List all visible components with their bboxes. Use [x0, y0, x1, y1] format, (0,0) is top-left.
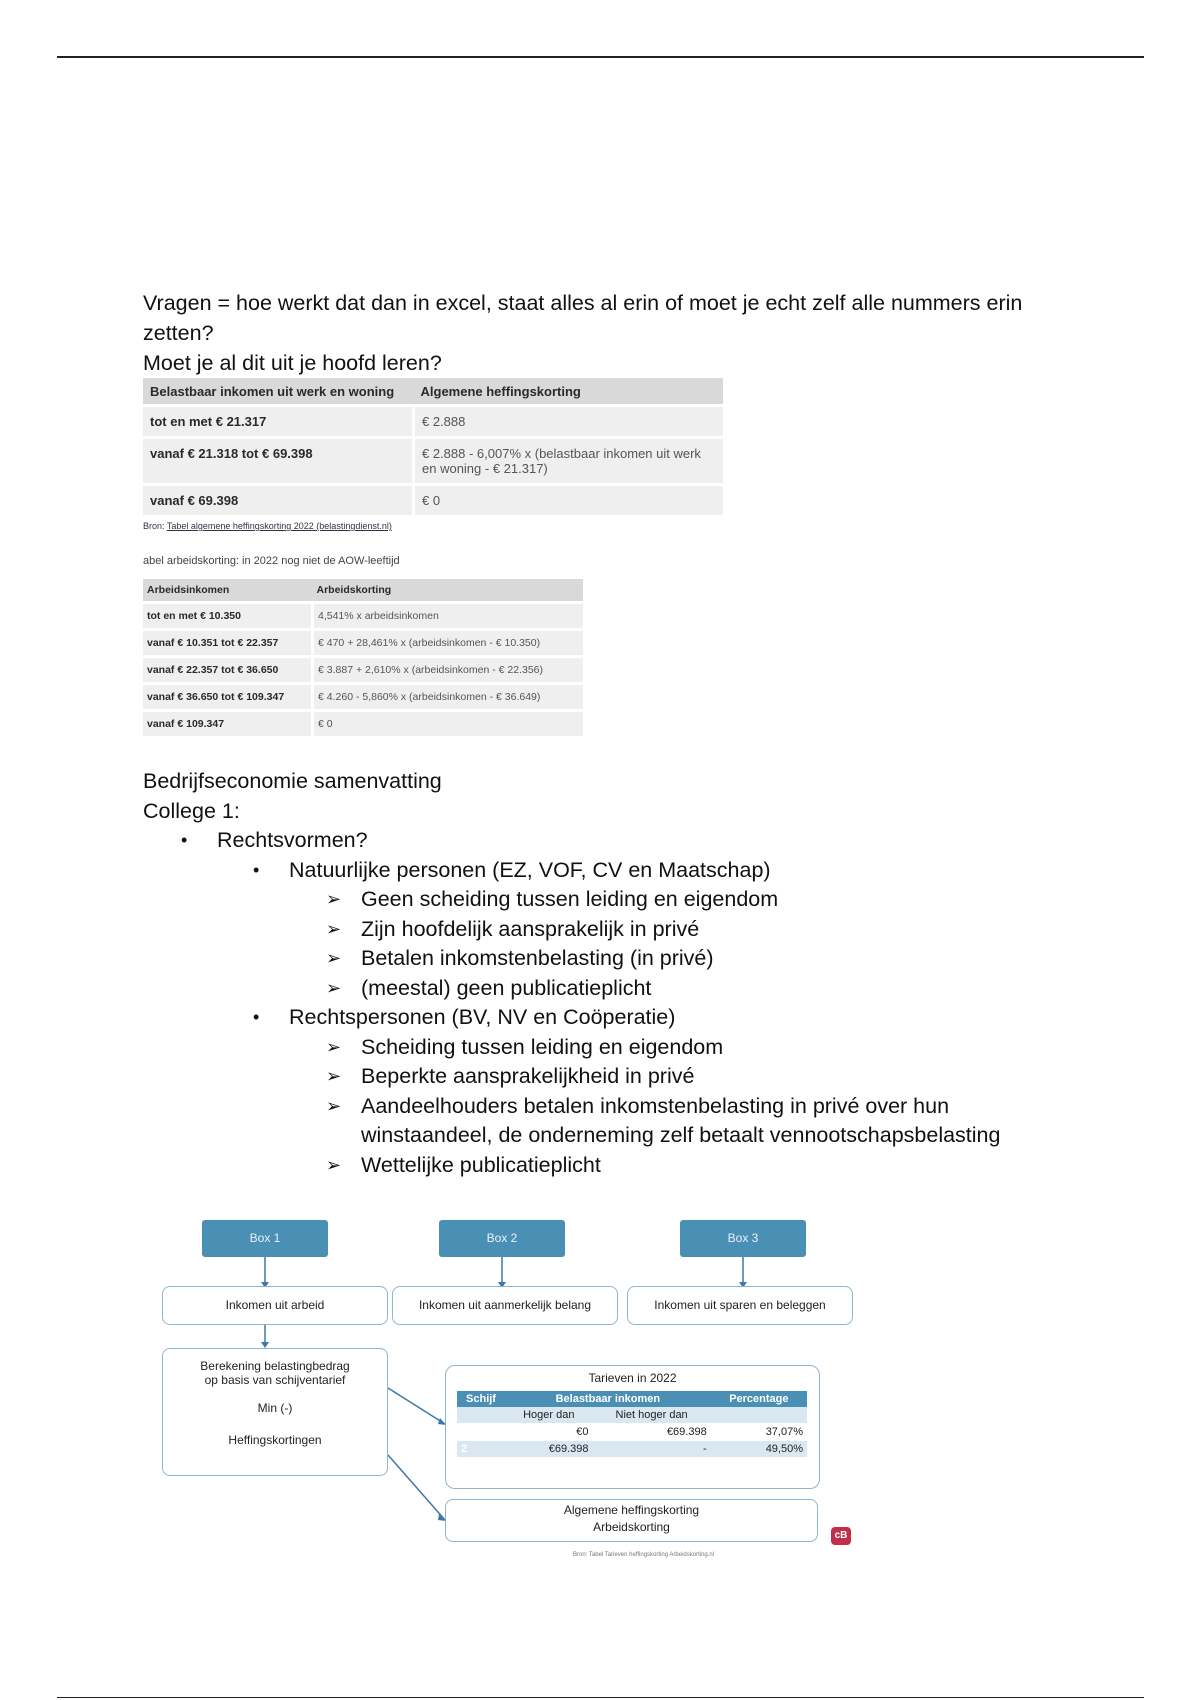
table-row	[143, 406, 723, 438]
table-row	[143, 657, 583, 684]
table-cell: vanaf € 21.318 tot € 69.398	[143, 438, 414, 485]
table-cell	[711, 1407, 807, 1424]
calc-heffingskortingen: Heffingskortingen	[228, 1433, 322, 1447]
calc-min: Min (-)	[257, 1401, 293, 1415]
table-cell: Niet hoger dan	[593, 1407, 711, 1424]
tarieven-table	[457, 1391, 807, 1458]
question-line-3: Moet je al dit uit je hoofd leren?	[143, 351, 442, 375]
table-header: Schijf	[457, 1391, 505, 1407]
table-cell: 4,541% x arbeidsinkomen	[313, 603, 584, 630]
arrow-bullet-icon: ➢	[326, 977, 342, 998]
arrow-bullet-icon: ➢	[326, 1154, 342, 1175]
table-cell: 2	[457, 1441, 505, 1458]
table-source	[143, 521, 1063, 531]
table2-caption: abel arbeidskorting: in 2022 nog niet de AOW-leeftijd	[143, 555, 400, 567]
table-header: Percentage	[711, 1391, 807, 1407]
list-item: ➢ Scheiding tussen leiding en eigendom	[143, 1033, 1063, 1063]
table-cell: € 4.260 - 5,860% x (arbeidsinkomen - € 36.649)	[313, 684, 584, 711]
table-cell: € 2.888 - 6,007% x (belastbaar inkomen uit werk en woning - € 21.317)	[414, 438, 724, 485]
table-cell: 1	[457, 1424, 505, 1441]
table-cell: 37,07%	[711, 1424, 807, 1441]
table-cell: €69.398	[593, 1424, 711, 1441]
arrow-bullet-icon: ➢	[326, 889, 342, 909]
table-cell: € 3.887 + 2,610% x (arbeidsinkomen - € 22.356)	[313, 657, 584, 684]
table-row	[457, 1424, 807, 1441]
income-sparen-beleggen: Inkomen uit sparen en beleggen	[627, 1286, 853, 1325]
list-item: ➢ Geen scheiding tussen leiding en eigendom	[143, 885, 1063, 915]
arrow-bullet-icon: ➢	[326, 1066, 342, 1086]
heffingskorting-table	[143, 378, 723, 515]
list-item: • Rechtspersonen (BV, NV en Coöperatie)	[143, 1003, 1063, 1033]
table-cell: €69.398	[505, 1441, 593, 1458]
income-aanmerkelijk-belang: Inkomen uit aanmerkelijk belang	[392, 1286, 618, 1325]
arrow-bullet-icon: ➢	[326, 918, 342, 939]
college-heading: College 1:	[143, 799, 240, 823]
table-header: Arbeidskorting	[313, 579, 584, 603]
table-cell: vanaf € 22.357 tot € 36.650	[143, 657, 313, 684]
table-row	[143, 485, 723, 516]
kortingen-line: Arbeidskorting	[593, 1520, 670, 1534]
table-cell: vanaf € 36.650 tot € 109.347	[143, 684, 313, 711]
footer-rule	[57, 1697, 1144, 1698]
tarieven-title: Tarieven in 2022	[588, 1371, 677, 1385]
list-item: ➢ Wettelijke publicatieplicht	[143, 1151, 1063, 1181]
list-item: ➢ Aandeelhouders betalen inkomstenbelasting in privé over hun winstaandeel, de onderneming zelf betaalt vennootschapsbelasting	[326, 1093, 1001, 1147]
table-cell: tot en met € 10.350	[143, 603, 313, 630]
table-cell: 49,50%	[711, 1441, 807, 1458]
box1-header: Box 1	[202, 1220, 328, 1257]
calculation-box	[162, 1348, 388, 1476]
tax-box-diagram	[143, 1220, 1018, 1560]
table-row	[143, 603, 583, 630]
list-item: ➢ (meestal) geen publicatieplicht	[143, 974, 1063, 1004]
diagram-source: Bron: Tabel Tarieven heffingskorting Arbeidskorting.nl	[573, 1552, 715, 1558]
arrow-bullet-icon: ➢	[326, 1095, 342, 1116]
table-cell: vanaf € 10.351 tot € 22.357	[143, 630, 313, 657]
summary-title: Bedrijfseconomie samenvatting	[143, 769, 442, 793]
kortingen-line: Algemene heffingskorting	[563, 1503, 700, 1517]
document-body	[143, 288, 1063, 1180]
header-rule	[57, 56, 1144, 58]
publisher-logo-icon: cB	[831, 1527, 851, 1545]
table-row	[457, 1441, 807, 1458]
calc-line: Berekening belastingbedrag	[200, 1359, 350, 1373]
table-cell: vanaf € 109.347	[143, 711, 313, 737]
table-cell: vanaf € 69.398	[143, 485, 414, 516]
table-row	[143, 438, 723, 485]
source-link[interactable]: Tabel algemene heffingskorting 2022 (belastingdienst.nl)	[166, 521, 392, 531]
income-arbeid: Inkomen uit arbeid	[162, 1286, 388, 1325]
question-line-1: Vragen = hoe werkt dat dan in excel, staat alles al erin of moet je echt zelf alle nummers erin	[143, 291, 1023, 315]
table-header: Arbeidsinkomen	[143, 579, 313, 603]
table-cell: Hoger dan	[505, 1407, 593, 1424]
list-item: • Rechtsvormen?	[143, 826, 1063, 856]
box2-header: Box 2	[439, 1220, 565, 1257]
source-prefix: Bron:	[143, 521, 165, 531]
calc-line: op basis van schijventarief	[204, 1373, 346, 1387]
arbeidskorting-table	[143, 579, 583, 736]
table-cell: €0	[505, 1424, 593, 1441]
connector-line	[388, 1455, 445, 1520]
table-header: Algemene heffingskorting	[414, 378, 724, 406]
table-cell: tot en met € 21.317	[143, 406, 414, 438]
tarieven-box	[445, 1365, 820, 1489]
table-cell	[457, 1407, 505, 1424]
list-item: • Natuurlijke personen (EZ, VOF, CV en Maatschap)	[143, 856, 1063, 886]
table-cell: € 0	[414, 485, 724, 516]
list-item: ➢ Zijn hoofdelijk aansprakelijk in privé	[143, 915, 1063, 945]
table-header: Belastbaar inkomen	[505, 1391, 711, 1407]
list-item: ➢ Betalen inkomstenbelasting (in privé)	[143, 944, 1063, 974]
list-item: ➢ Beperkte aansprakelijkheid in privé	[143, 1062, 1063, 1092]
kortingen-box	[445, 1499, 818, 1542]
rechtsvormen-list	[143, 826, 1063, 1180]
table-cell: € 0	[313, 711, 584, 737]
table-header: Belastbaar inkomen uit werk en woning	[143, 378, 414, 406]
table-cell: € 470 + 28,461% x (arbeidsinkomen - € 10.350)	[313, 630, 584, 657]
box3-header: Box 3	[680, 1220, 806, 1257]
table-row	[143, 684, 583, 711]
arrow-bullet-icon: ➢	[326, 948, 342, 968]
connector-line	[388, 1388, 445, 1424]
question-line-2: zetten?	[143, 321, 214, 345]
table-cell: € 2.888	[414, 406, 724, 438]
table-cell: -	[593, 1441, 711, 1458]
table-row	[143, 711, 583, 737]
table-row	[143, 630, 583, 657]
arrow-bullet-icon: ➢	[326, 1036, 342, 1057]
